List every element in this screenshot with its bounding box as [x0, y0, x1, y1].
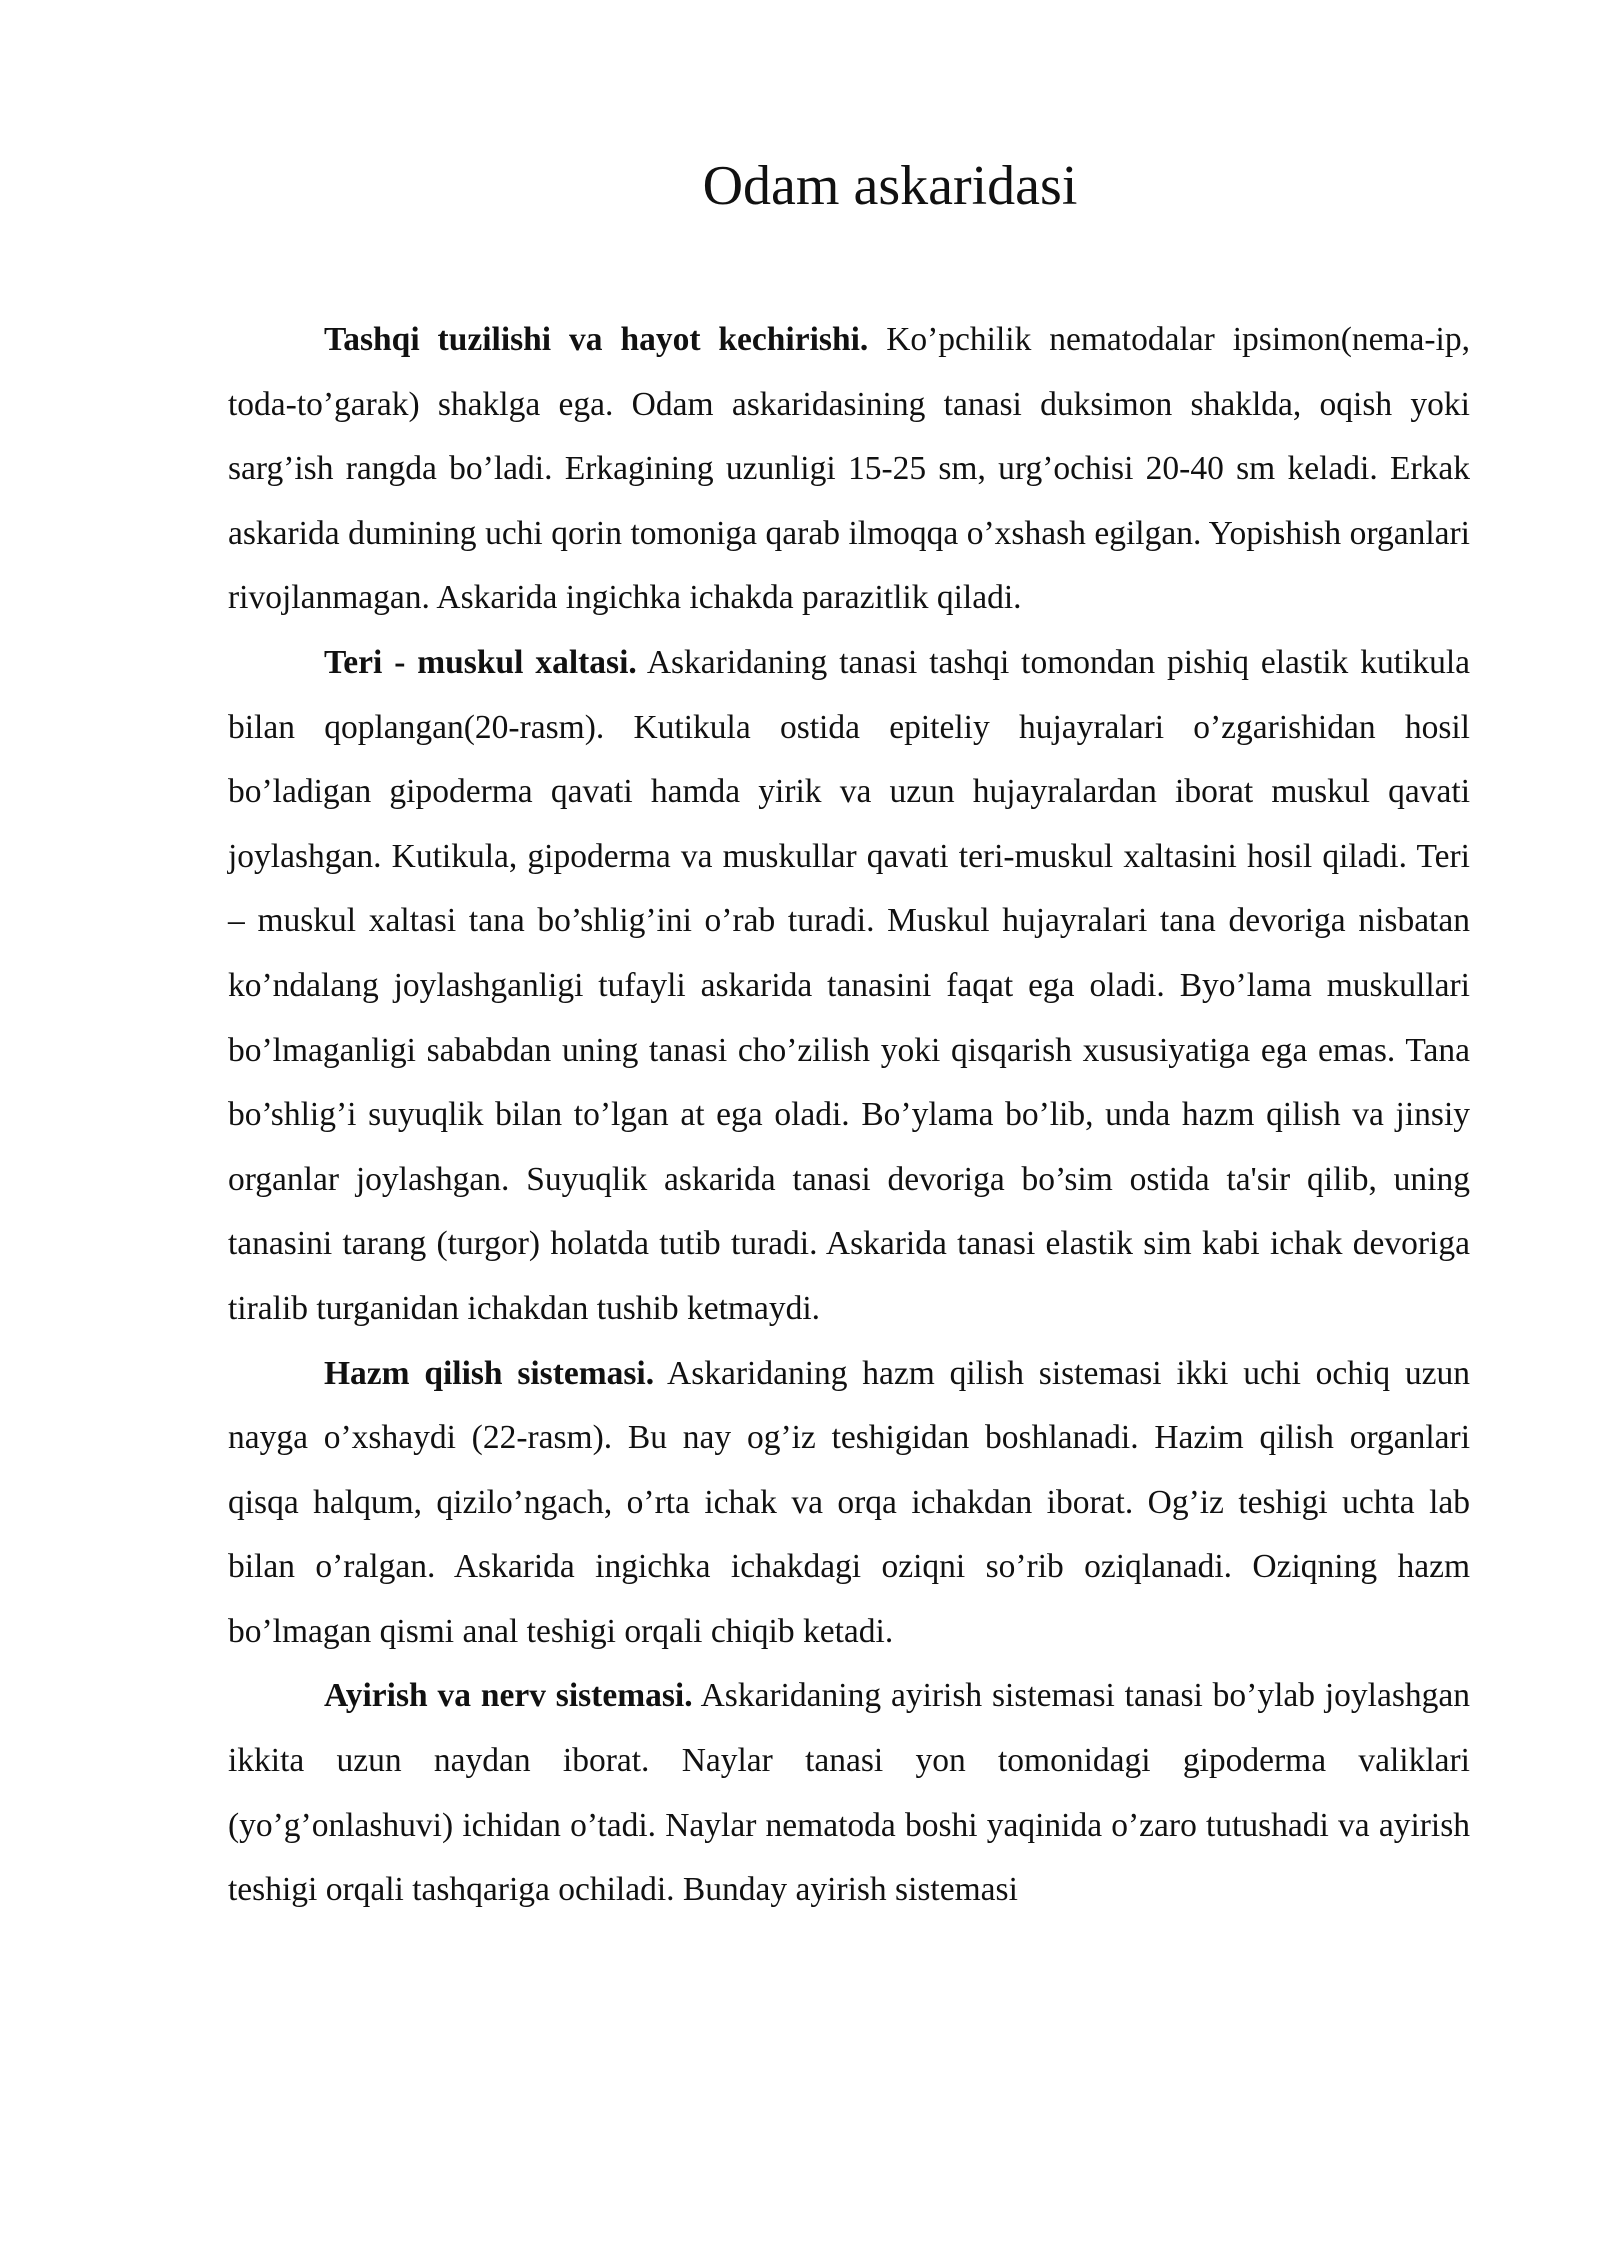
paragraph-digestive-system — [228, 1342, 1470, 1665]
section-heading: Teri - muskul xaltasi. — [324, 643, 637, 681]
page-title: Odam askaridasi — [702, 155, 1078, 217]
paragraph-text: Askaridaning ayirish sistemasi tanasi bo’ylab joylashgan ikkita uzun naydan iborat. Naylar tanasi yon tomonidagi gipoderma valiklari (yo’g’onlashuvi) ichidan o’tadi. Naylar nematoda boshi yaqinida o’zaro tutushadi va ayirish teshigi orqali tashqariga ochiladi. Bunday ayirish sistemasi — [228, 1677, 1470, 1909]
paragraph-text: Ko’pchilik nematodalar ipsimon(nema-ip, toda-to’garak) shaklga ega. Odam askaridasining tanasi duksimon shaklda, oqish yoki sarg’ish rangda bo’ladi. Erkagining uzunligi 15-25 sm, urg’ochisi 20-40 sm keladi. Erkak askarida dumining uchi qorin tomoniga qarab ilmoqqa o’xshash egilgan. Yopishish organlari rivojlanmagan. Askarida ingichka ichakda parazitlik qiladi. — [228, 321, 1470, 617]
paragraph-excretory-nervous-system — [228, 1664, 1470, 1922]
paragraph-skin-muscle-sac — [228, 631, 1470, 1342]
section-heading: Tashqi tuzilishi va hayot kechirishi. — [324, 321, 869, 358]
section-heading: Ayirish va nerv sistemasi. — [324, 1677, 693, 1715]
section-heading: Hazm qilish sistemasi. — [324, 1354, 655, 1392]
paragraph-text: Askaridaning tanasi tashqi tomondan pishiq elastik kutikula bilan qoplangan(20-rasm). Kutikula ostida epiteliy hujayralari o’zgarishidan hosil bo’ladigan gipoderma qavati hamda yirik va uzun hujayralardan iborat muskul qavati joylashgan. Kutikula, gipoderma va muskullar qavati teri-muskul xaltasini hosil qiladi. Teri – muskul xaltasi tana bo’shlig’ini o’rab turadi. Muskul hujayralari tana devoriga nisbatan ko’ndalang joylashganligi tufayli askarida tanasini faqat ega oladi. Byo’lama muskullari bo’lmaganligi sababdan uning tanasi cho’zilish yoki qisqarish xususiyatiga ega emas. Tana bo’shlig’i suyuqlik bilan to’lgan at ega oladi. Bo’ylama bo’lib, unda hazm qilish va jinsiy organlar joylashgan. Suyuqlik askarida tanasi devoriga bo’sim ostida ta'sir qilib, uning tanasini tarang (turgor) holatda tutib turadi. Askarida tanasi elastik sim kabi ichak devoriga tiralib turganidan ichakdan tushib ketmaydi. — [228, 643, 1470, 1327]
paragraph-external-structure — [228, 308, 1470, 631]
paragraph-text: Askaridaning hazm qilish sistemasi ikki uchi ochiq uzun nayga o’xshaydi (22-rasm). Bu nay og’iz teshigidan boshlanadi. Hazim qilish organlari qisqa halqum, qizilo’ngach, o’rta ichak va orqa ichakdan iborat. Og’iz teshigi uchta lab bilan o’ralgan. Askarida ingichka ichakdagi oziqni so’rib oziqlanadi. Oziqning hazm bo’lmagan qismi anal teshigi orqali chiqib ketadi. — [228, 1354, 1470, 1650]
document-body — [228, 308, 1470, 1923]
